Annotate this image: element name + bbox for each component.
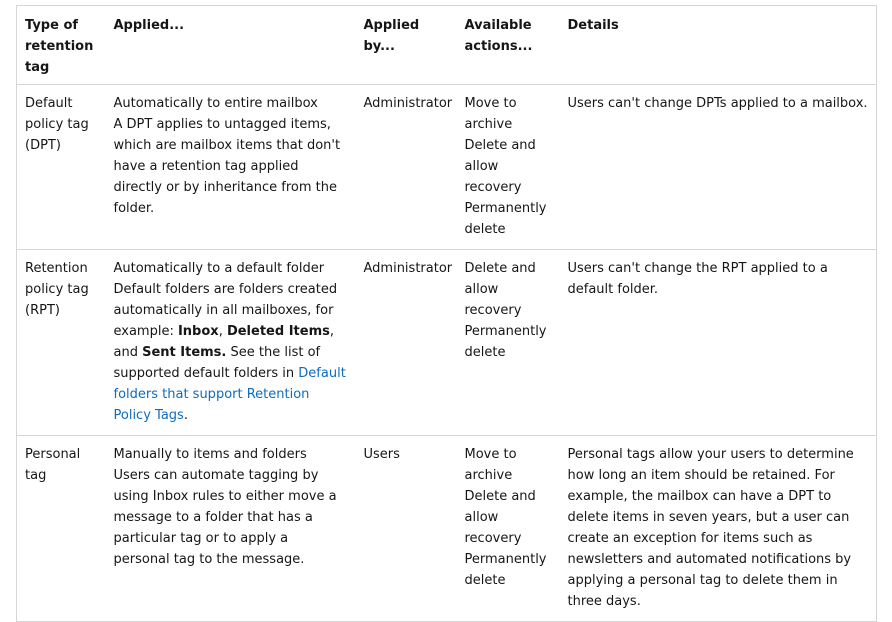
header-details: Details: [567, 18, 619, 33]
cell-details: Users can't change DPTs applied to a mailbox.: [567, 96, 868, 111]
cell-type: Personal tag: [25, 447, 81, 483]
header-actions: Available actions...: [464, 18, 533, 54]
header-type: Type of retention tag: [25, 18, 94, 75]
table-row: [17, 436, 877, 622]
cell-details: Users can't change the RPT applied to a default folder.: [567, 261, 828, 297]
cell-applied: [106, 85, 356, 250]
folder-name-inbox: Inbox: [177, 324, 219, 339]
action-item: Permanently delete: [464, 324, 547, 360]
cell-type: Retention policy tag (RPT): [25, 261, 89, 318]
action-item: Move to archive: [464, 447, 517, 483]
applied-summary: Automatically to entire mailbox: [113, 96, 318, 111]
retention-tags-table: [16, 5, 877, 622]
action-item: Permanently delete: [464, 552, 547, 588]
action-item: Permanently delete: [464, 201, 547, 237]
cell-applied-by: Administrator: [363, 96, 453, 111]
cell-applied: [106, 436, 356, 622]
applied-summary: Automatically to a default folder: [113, 261, 325, 276]
cell-applied-by: Users: [363, 447, 400, 462]
cell-applied: [106, 250, 356, 436]
applied-description: A DPT applies to untagged items, which are mailbox items that don't have a retention tag applied directly or by inheritance from the folder.: [113, 117, 341, 216]
header-applied-by: Applied by...: [363, 18, 420, 54]
header-applied: Applied...: [113, 18, 185, 33]
table-header-row: [17, 6, 877, 85]
applied-summary: Manually to items and folders: [113, 447, 307, 462]
applied-description: Default folders are folders created automatically in all mailboxes, for example: Inbox, Deleted Items, and Sent Items. See the list of supported default folders in Default folders that support Retention Policy Tags.: [113, 282, 346, 423]
cell-actions: [457, 85, 560, 250]
folder-name-sent-items: Sent Items.: [142, 345, 227, 360]
cell-details: Personal tags allow your users to determine how long an item should be retained. For example, the mailbox can have a DPT to delete items in seven years, but a user can create an exception for items such as newsletters and automated notifications by applying a personal tag to delete them in three days.: [567, 447, 854, 609]
cell-actions: [457, 436, 560, 622]
cell-applied-by: Administrator: [363, 261, 453, 276]
action-item: Delete and allow recovery: [464, 138, 536, 195]
action-item: Delete and allow recovery: [464, 261, 536, 318]
cell-actions: [457, 250, 560, 436]
cell-type: Default policy tag (DPT): [25, 96, 89, 153]
table-row: [17, 85, 877, 250]
table-row: [17, 250, 877, 436]
applied-description: Users can automate tagging by using Inbox rules to either move a message to a folder that has a particular tag or to apply a personal tag to the message.: [113, 468, 337, 567]
folder-name-deleted-items: Deleted Items: [226, 324, 330, 339]
default-folders-link[interactable]: Default folders that support Retention Policy Tags: [113, 366, 346, 423]
action-item: Delete and allow recovery: [464, 489, 536, 546]
action-item: Move to archive: [464, 96, 517, 132]
